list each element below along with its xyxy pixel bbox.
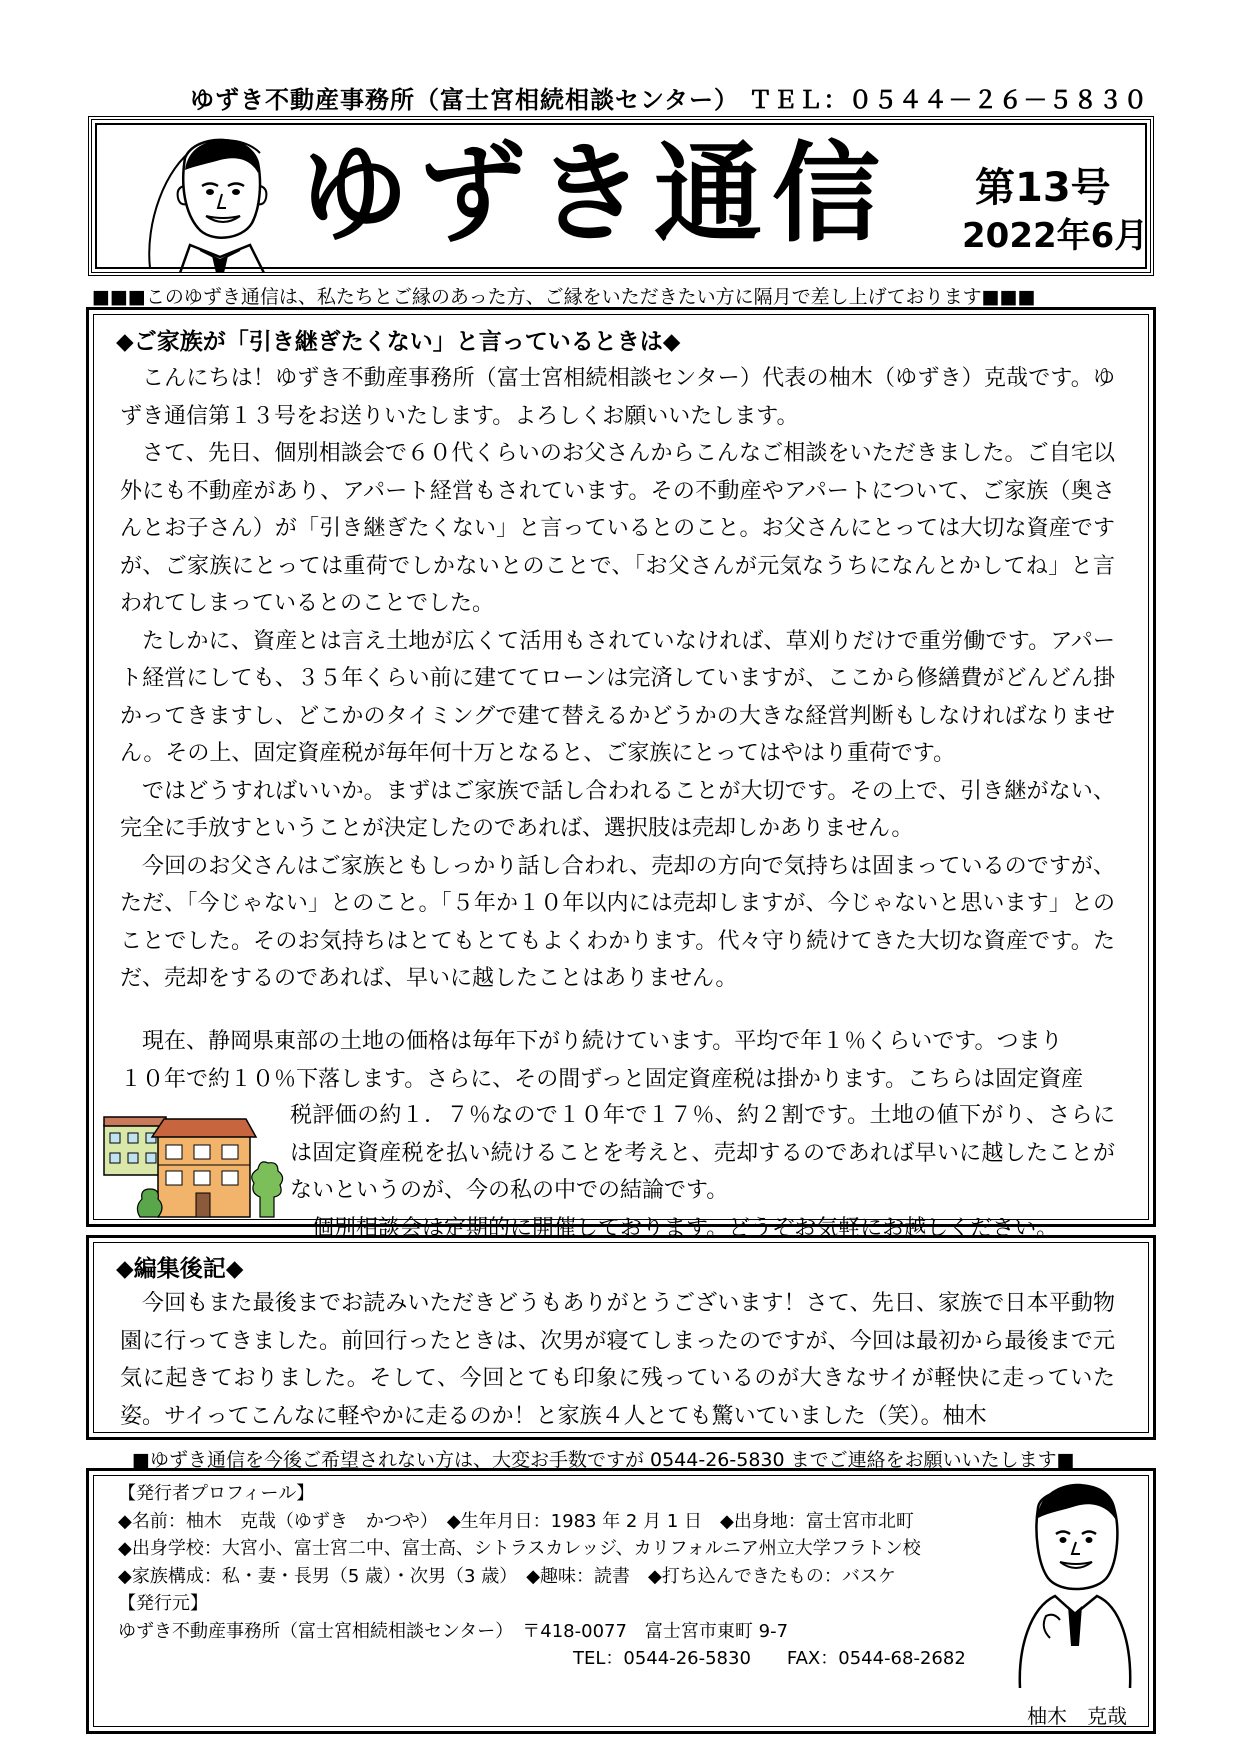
article-heading: ◆ご家族が「引き継ぎたくない」と言っているときは◆ [116, 329, 681, 355]
issue-date: 2022年6月 [962, 216, 1149, 256]
editor-note-body [120, 1285, 1115, 1435]
article-closing: 個別相談会は定期的に開催しております。どうぞお気軽にお越しください。 [312, 1215, 1059, 1241]
profile-portrait-icon [1010, 1478, 1140, 1693]
apartment-buildings-icon [100, 1105, 290, 1220]
article-paragraph: 現在、静岡県東部の土地の価格は毎年下がり続けています。平均で年１％くらいです。つまり [142, 1029, 1063, 1054]
profile-label: 【発行者プロフィール】 [118, 1483, 315, 1504]
profile-line: ◆名前：柚木 克哉（ゆずき かつや） ◆生年月日：1983 年 2 月 1 日 ◆出身地：富士宮市北町 [118, 1510, 914, 1532]
banner-line: ■■■このゆずき通信は、私たちとご縁のあった方、ご縁をいただきたい方に隔月で差し上げております■■■ [92, 286, 1036, 308]
publisher-label: 【発行元】 [118, 1593, 208, 1614]
issue-number: 第13号 [975, 165, 1111, 211]
profile-line: ◆出身学校：大宮小、富士宮二中、富士高、シトラスカレッジ、カリフォルニア州立大学フラトン校 [118, 1538, 921, 1559]
unsubscribe-notice: ■ゆずき通信を今後ご希望されない方は、大変お手数ですが 0544-26-5830 までご連絡をお願いいたします■ [132, 1449, 1075, 1471]
article-paragraph: たしかに、資産とは言え土地が広くて活用もされていなければ、草刈りだけで重労働です。アパート経営にしても、３５年くらい前に建ててローンは完済していますが、ここから修繕費がどんどん掛かってきますし、どこかのタイミングで建て替えるかどうかの大きな経営判断もしなければなりません。その上、固定資産税が毎年何十万となると、ご家族にとってはやはり重荷です。 [120, 628, 1115, 766]
article-paragraph: 今回のお父さんはご家族ともしっかり話し合われ、売却の方向で気持ちは固まっているのですが、ただ、「今じゃない」とのこと。「５年か１０年以内には売却しますが、今じゃないと思います」とのことでした。そのお気持ちはとてもとてもよくわかります。代々守り続けてきた大切な資産です。ただ、売却をするのであれば、早いに越したことはありません。 [120, 853, 1115, 991]
editor-note-heading: ◆編集後記◆ [116, 1256, 244, 1282]
portrait-illustration-icon [140, 128, 295, 273]
article-paragraph-rest: 税評価の約１．７％なので１０年で１７％、約２割です。土地の値下がり、さらには固定資産税を払い続けることを考えと、売却するのであれば早いに越したことがないというのが、今の私の中での結論です。 [290, 1103, 1115, 1203]
article-paragraph: ではどうすればいいか。まずはご家族で話し合われることが大切です。その上で、引き継がない、完全に手放すということが決定したのであれば、選択肢は売却しかありません。 [120, 778, 1115, 841]
article-body [120, 360, 1115, 998]
newsletter-title: ゆずき通信 [300, 132, 891, 257]
article-paragraph: こんにちは！ゆずき不動産事務所（富士宮相続相談センター）代表の柚木（ゆずき）克哉です。ゆずき通信第１３号をお送りいたします。よろしくお願いいたします。 [120, 366, 1115, 429]
profile-line: ◆家族構成：私・妻・長男（5 歳）・次男（3 歳） ◆趣味：読書 ◆打ち込んできたもの：バスケ [118, 1565, 896, 1587]
publisher-phones: TEL：0544-26-5830 FAX：0544-68-2682 [573, 1648, 966, 1669]
profile-caption-name: 柚木 克哉 [1027, 1704, 1127, 1728]
editor-note-paragraph: 今回もまた最後までお読みいただきどうもありがとうございます！さて、先日、家族で日本平動物園に行ってきました。前回行ったときは、次男が寝てしまったのですが、今回は最初から最後まで元気に起きておりました。そして、今回とても印象に残っているのが大きなサイが軽快に走っていた姿。サイってこんなに軽やかに走るのか！と家族４人とても驚いていました（笑）。柚木 [120, 1291, 1115, 1429]
article-body-wrapped [290, 1097, 1115, 1247]
article-body-continued [120, 1023, 1115, 1098]
contact-line: ゆずき不動産事務所（富士宮相続相談センター） ＴＥＬ：０５４４－２６－５８３０ [190, 86, 1149, 114]
publisher-address: ゆずき不動産事務所（富士宮相続相談センター） 〒418-0077 富士宮市東町 9-7 [118, 1620, 789, 1642]
profile-details [118, 1480, 1018, 1673]
article-paragraph-line: １０年で約１０％下落します。さらに、その間ずっと固定資産税は掛かります。こちらは固定資産 [120, 1066, 1084, 1092]
article-paragraph: さて、先日、個別相談会で６０代くらいのお父さんからこんなご相談をいただきました。ご自宅以外にも不動産があり、アパート経営もされています。その不動産やアパートについて、ご家族（奥さんとお子さん）が「引き継ぎたくない」と言っているとのこと。お父さんにとっては大切な資産ですが、ご家族にとっては重荷でしかないとのことで、「お父さんが元気なうちになんとかしてね」と言われてしまっているとのことでした。 [120, 441, 1115, 616]
